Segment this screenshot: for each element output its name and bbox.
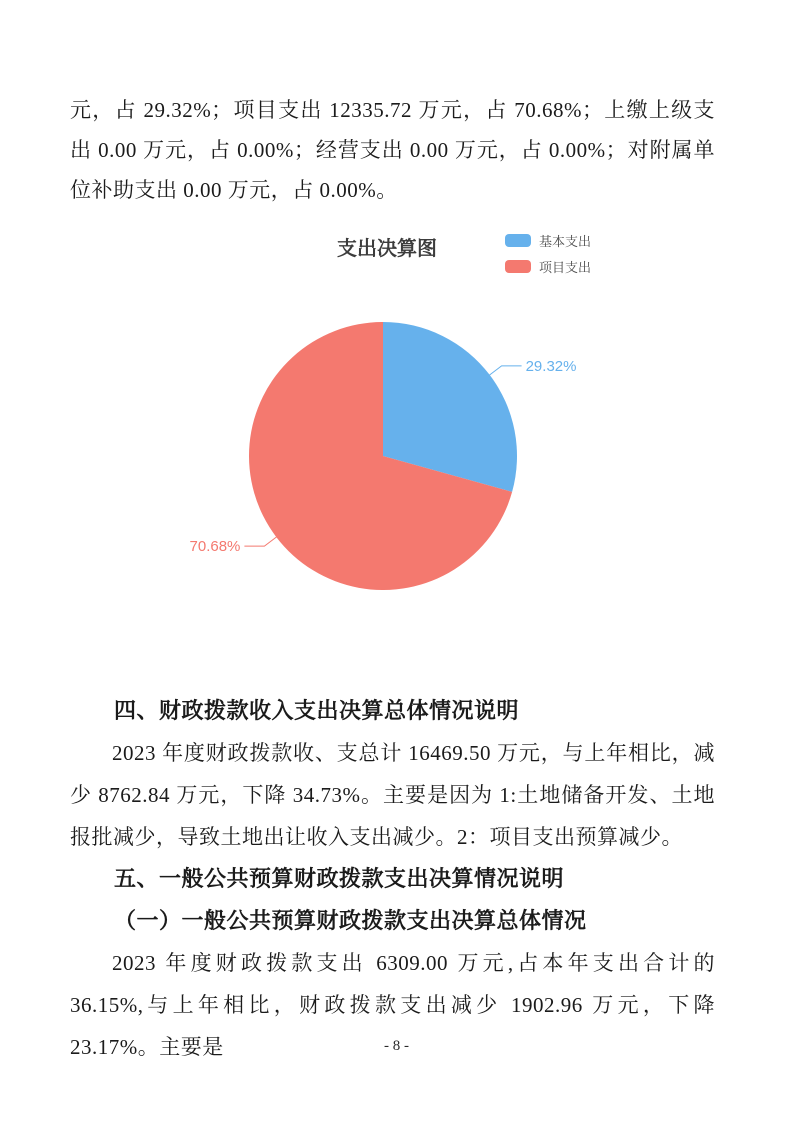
section5-heading: 五、一般公共预算财政拨款支出决算情况说明 xyxy=(114,866,565,891)
page-number: - 8 - xyxy=(384,1038,409,1054)
pie-label-项目支出: 70.68% xyxy=(189,538,241,556)
legend-swatch-blue xyxy=(505,234,531,247)
legend-label-basic-expenditure: 基本支出 xyxy=(539,233,592,249)
pie-label-基本支出: 29.32% xyxy=(525,357,577,375)
chart-legend xyxy=(505,233,591,285)
section5-subheading: （一）一般公共预算财政拨款支出决算总体情况 xyxy=(114,908,587,933)
section5-paragraph: 2023 年度财政拨款支出 6309.00 万元,占本年支出合计的 36.15%,与上年相比，财政拨款支出减少 1902.96 万元，下降 23.17%。主要是 xyxy=(70,951,715,1059)
intro-paragraph: 元，占 29.32%；项目支出 12335.72 万元，占 70.68%；上缴上级支出 0.00 万元，占 0.00%；经营支出 0.00 万元，占 0.00%；对附属单位补助支出 0.00 万元，占 0.00%。 xyxy=(70,98,715,202)
legend-swatch-red xyxy=(505,260,531,273)
legend-item-project-expenditure xyxy=(505,259,591,273)
legend-label-project-expenditure: 项目支出 xyxy=(539,259,592,275)
pie-chart xyxy=(175,300,625,610)
section4-heading: 四、财政拨款收入支出决算总体情况说明 xyxy=(114,698,520,723)
chart-title: 支出决算图 xyxy=(337,238,437,260)
pie-label-leader-项目支出 xyxy=(244,537,277,547)
pie-label-leader-基本支出 xyxy=(489,366,522,376)
expenditure-pie-chart-block xyxy=(0,225,793,645)
section4-paragraph: 2023 年度财政拨款收、支总计 16469.50 万元，与上年相比，减少 8762.84 万元，下降 34.73%。主要是因为 1:土地储备开发、土地报批减少，导致土地出让收入支出减少。2：项目支出预算减少。 xyxy=(70,741,715,849)
legend-item-basic-expenditure xyxy=(505,233,591,247)
lower-content xyxy=(70,690,715,1068)
